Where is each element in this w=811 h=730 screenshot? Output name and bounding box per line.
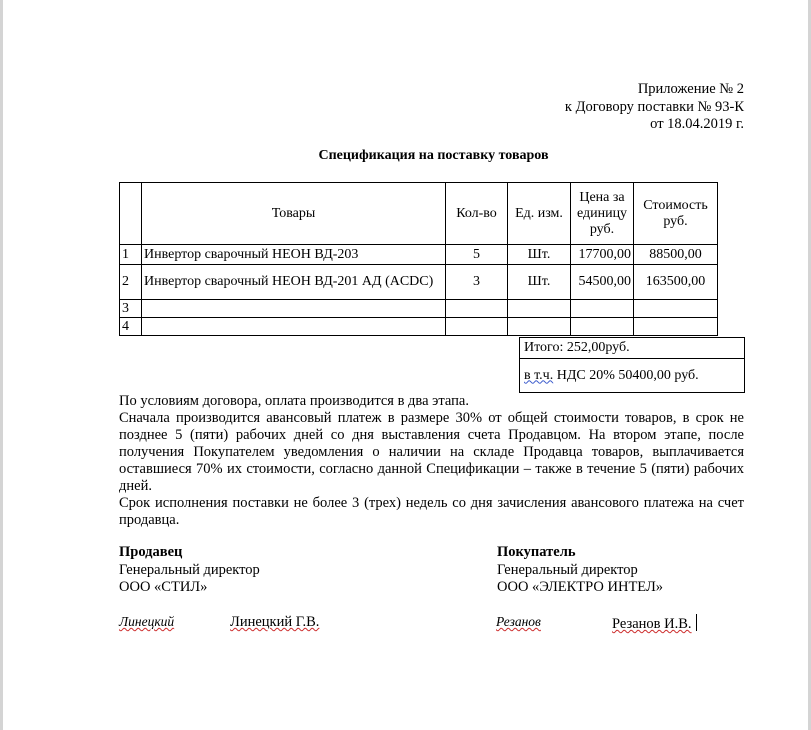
buyer-position: Генеральный директор <box>497 561 638 578</box>
seller-position: Генеральный директор <box>119 561 260 578</box>
terms-paragraph-1: По условиям договора, оплата производится в два этапа. <box>119 393 469 409</box>
table-row <box>120 245 718 265</box>
buyer-name: Резанов И.В. <box>612 614 697 633</box>
table-header-row <box>120 183 718 245</box>
header-cell-qty: Кол-во <box>446 183 508 245</box>
vat-value: НДС 20% 50400,00 руб. <box>553 367 699 383</box>
header-cell-number <box>120 183 142 245</box>
appendix-header <box>565 81 744 134</box>
text-cursor[interactable] <box>696 614 697 631</box>
row-cost <box>634 300 718 318</box>
row-price <box>571 318 634 336</box>
row-qty <box>446 318 508 336</box>
row-price <box>571 300 634 318</box>
row-number: 4 <box>120 318 142 336</box>
appendix-number: Приложение № 2 <box>637 81 744 97</box>
row-name <box>142 318 446 336</box>
seller-name: Линецкий Г.В. <box>230 614 320 630</box>
page-left-edge <box>0 0 3 730</box>
buyer-role: Покупатель <box>497 544 576 560</box>
header-cell-unit: Ед. изм. <box>508 183 571 245</box>
row-price: 17700,00 <box>571 245 634 265</box>
row-number: 2 <box>120 265 142 300</box>
row-unit <box>508 318 571 336</box>
totals-table <box>519 337 745 393</box>
buyer-company: ООО «ЭЛЕКТРО ИНТЕЛ» <box>497 579 664 595</box>
row-qty: 5 <box>446 245 508 265</box>
document-title: Спецификация на поставку товаров <box>318 148 549 163</box>
vat-amount <box>520 359 745 393</box>
payment-terms <box>119 393 744 529</box>
contract-date: от 18.04.2019 г. <box>650 116 744 132</box>
seller-block <box>119 544 260 597</box>
row-unit <box>508 300 571 318</box>
row-unit: Шт. <box>508 245 571 265</box>
row-qty <box>446 300 508 318</box>
specification-table <box>119 182 718 336</box>
table-row <box>120 300 718 318</box>
table-row <box>120 318 718 336</box>
terms-paragraph-2: Сначала производится авансовый платеж в размере 30% от общей стоимости товаров, в срок не позднее 5 (пяти) рабочих дней со дня выставления счета Продавцом. На втором этапе, после получения Покупателем уведомления о наличии на складе Продавца товаров, выплачивается оставшиеся 70% их стоимости, согласно данной Спецификации – также в течение 5 (пяти) рабочих дней. <box>119 410 744 494</box>
row-price: 54500,00 <box>571 265 634 300</box>
row-number: 1 <box>120 245 142 265</box>
table-row <box>120 265 718 300</box>
header-cell-goods: Товары <box>142 183 446 245</box>
row-qty: 3 <box>446 265 508 300</box>
row-number: 3 <box>120 300 142 318</box>
seller-signature: Линецкий <box>119 614 175 629</box>
header-cell-cost: Стоимость руб. <box>634 183 718 245</box>
row-cost: 163500,00 <box>634 265 718 300</box>
row-name: Инвертор сварочный НЕОН ВД-203 <box>142 245 446 265</box>
row-unit: Шт. <box>508 265 571 300</box>
buyer-signature: Резанов <box>496 614 541 629</box>
row-name <box>142 300 446 318</box>
vat-prefix: в т.ч. <box>524 367 554 383</box>
row-name: Инвертор сварочный НЕОН ВД-201 АД (ACDC) <box>142 265 446 300</box>
row-cost: 88500,00 <box>634 245 718 265</box>
header-cell-price: Цена за единицу руб. <box>571 183 634 245</box>
total-amount: Итого: 252,00руб. <box>520 338 745 359</box>
seller-role: Продавец <box>119 544 183 560</box>
terms-paragraph-3: Срок исполнения поставки не более 3 (трех) недель со дня зачисления авансового платежа на счет продавца. <box>119 495 744 528</box>
contract-reference: к Договору поставки № 93-К <box>564 98 744 115</box>
buyer-block <box>497 544 663 597</box>
row-cost <box>634 318 718 336</box>
seller-company: ООО «СТИЛ» <box>119 579 208 595</box>
